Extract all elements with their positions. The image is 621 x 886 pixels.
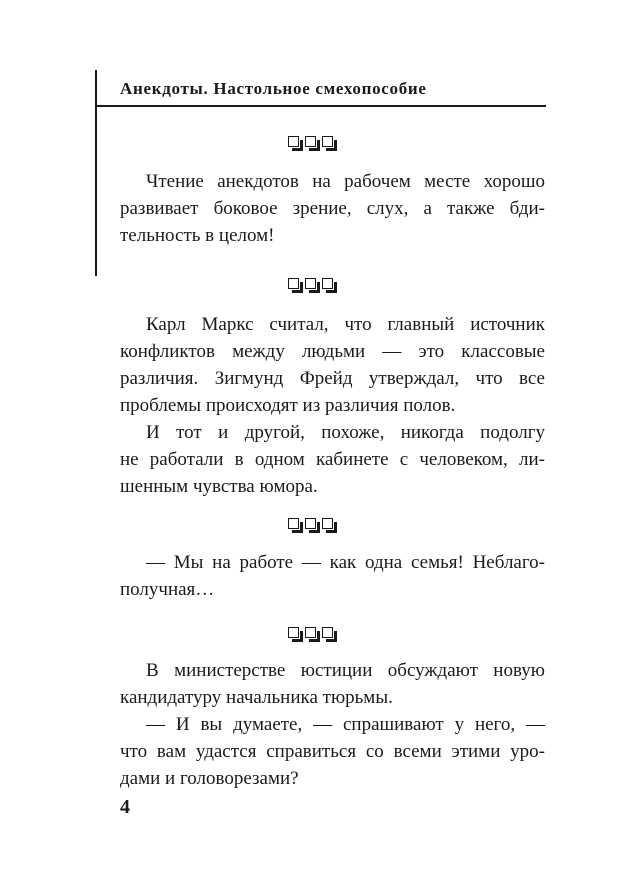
joke-line: развивает боковое зрение, слух, а также бди- xyxy=(120,198,545,219)
joke-3 xyxy=(120,549,545,603)
joke-line: что вам удастся справиться со всеми этими уро- xyxy=(120,741,545,762)
square-ornament-icon xyxy=(305,627,316,638)
square-ornament-icon xyxy=(322,278,333,289)
square-ornament-icon xyxy=(288,518,299,529)
joke-line: дами и головорезами? xyxy=(120,768,299,789)
joke-line: получная… xyxy=(120,579,215,600)
joke-line: Карл Маркс считал, что главный источник xyxy=(146,314,545,335)
square-ornament-icon xyxy=(305,278,316,289)
joke-1 xyxy=(120,168,545,249)
header-horizontal-rule xyxy=(95,105,546,107)
square-ornament-icon xyxy=(288,136,299,147)
square-ornament-icon xyxy=(322,136,333,147)
joke-line: кандидатуру начальника тюрьмы. xyxy=(120,687,393,708)
square-ornament-icon xyxy=(305,518,316,529)
margin-vertical-rule xyxy=(95,70,97,276)
page-number: 4 xyxy=(120,796,130,818)
separator-ornament xyxy=(0,136,621,147)
joke-line: конфликтов между людьми — это классовые xyxy=(120,341,545,362)
joke-4 xyxy=(120,657,545,792)
joke-line: — Мы на работе — как одна семья! Неблаго- xyxy=(146,552,545,573)
square-ornament-icon xyxy=(288,627,299,638)
square-ornament-icon xyxy=(288,278,299,289)
joke-line: различия. Зигмунд Фрейд утверждал, что все xyxy=(120,368,545,389)
square-ornament-icon xyxy=(322,518,333,529)
joke-line: — И вы думаете, — спрашивают у него, — xyxy=(146,714,545,735)
joke-line: не работали в одном кабинете с человеком, ли- xyxy=(120,449,545,470)
separator-ornament xyxy=(0,627,621,638)
square-ornament-icon xyxy=(322,627,333,638)
square-ornament-icon xyxy=(305,136,316,147)
separator-ornament xyxy=(0,278,621,289)
separator-ornament xyxy=(0,518,621,529)
joke-line: проблемы происходят из различия полов. xyxy=(120,395,456,416)
joke-line: тельность в целом! xyxy=(120,225,275,246)
joke-line: И тот и другой, похоже, никогда подолгу xyxy=(146,422,545,443)
joke-2 xyxy=(120,311,545,500)
running-head: Анекдоты. Настольное смехопособие xyxy=(120,79,427,98)
joke-line: Чтение анекдотов на рабочем месте хорошо xyxy=(146,171,545,192)
joke-line: шенным чувства юмора. xyxy=(120,476,318,497)
joke-line: В министерстве юстиции обсуждают новую xyxy=(146,660,545,681)
